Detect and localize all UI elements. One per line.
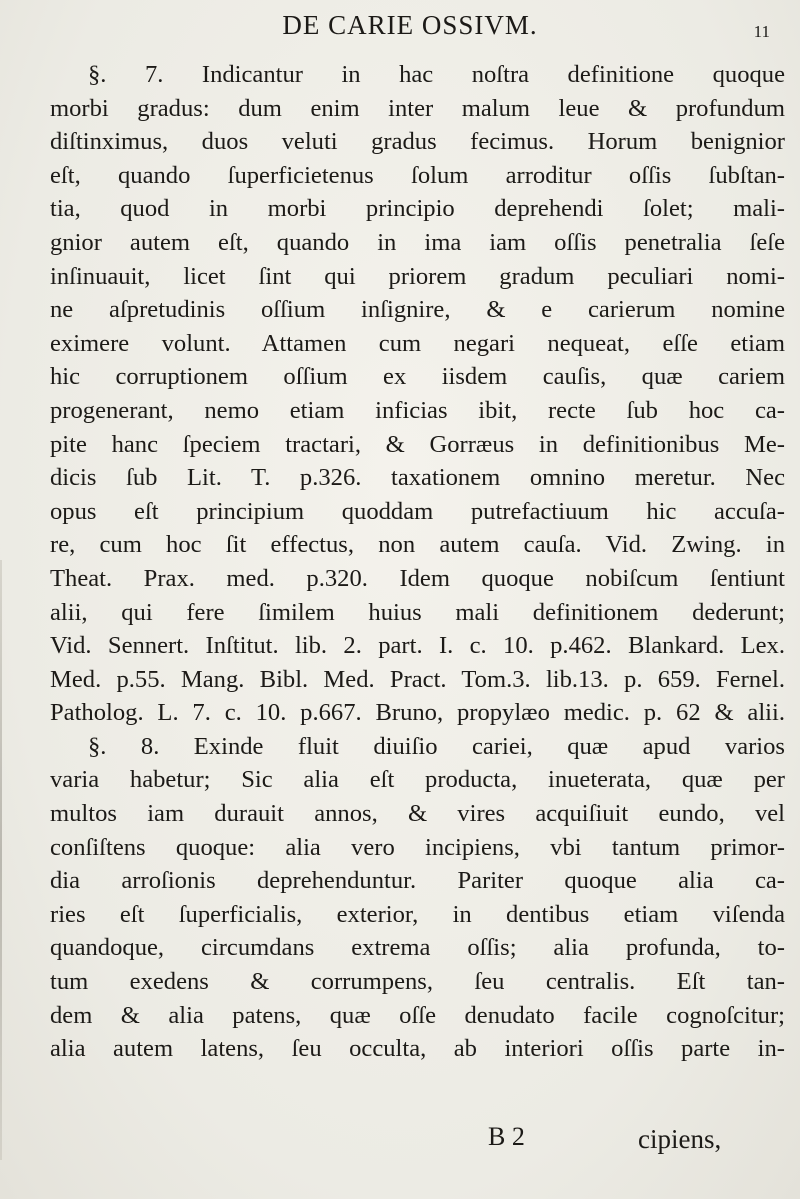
text-line: dem & alia patens, quæ oſſe denudato facile cognoſcitur; [50,1001,785,1029]
text-line: dia arroſionis deprehenduntur. Pariter quoque alia ca- [50,867,785,895]
running-head: DE CARIE OSSIVM. [282,10,538,40]
text-line: re, cum hoc ſit effectus, non autem cauſa. Vid. Zwing. in [50,531,785,559]
text-line: varia habetur; Sic alia eſt producta, inueterata, quæ per [50,766,785,794]
page-number: 11 [753,22,770,41]
text-line: inſinuauit, licet ſint qui priorem gradum peculiari nomi- [50,262,785,290]
text-line: ries eſt ſuperficialis, exterior, in dentibus etiam viſenda [50,900,785,928]
text-line: quandoque, circumdans extrema oſſis; alia profunda, to- [50,934,785,962]
text-line: Med. p.55. Mang. Bibl. Med. Pract. Tom.3. lib.13. p. 659. Fernel. [50,665,785,693]
signature-mark: B 2 [488,1122,525,1151]
text-line: tum exedens & corrumpens, ſeu centralis. Eſt tan- [50,968,785,996]
text-line: §. 7. Indicantur in hac noſtra definitione quoque [88,61,785,88]
text-line: Vid. Sennert. Inſtitut. lib. 2. part. I. c. 10. p.462. Blankard. Lex. [50,632,785,660]
body-text [50,58,785,1066]
text-line: hic corruptionem oſſium ex iisdem cauſis, quæ cariem [50,363,785,391]
text-line: diſtinximus, duos veluti gradus fecimus. Horum benignior [50,128,785,156]
text-line: Theat. Prax. med. p.320. Idem quoque nobiſcum ſentiunt [50,564,785,592]
text-line: alia autem latens, ſeu occulta, ab interiori oſſis parte in- [50,1035,785,1063]
text-line: ne aſpretudinis oſſium inſignire, & e carierum nomine [50,296,785,324]
text-line: eximere volunt. Attamen cum negari nequeat, eſſe etiam [50,329,785,357]
text-line: dicis ſub Lit. T. p.326. taxationem omnino meretur. Nec [50,464,785,492]
text-line: pite hanc ſpeciem tractari, & Gorræus in definitionibus Me- [50,430,785,458]
text-line: multos iam durauit annos, & vires acquiſiuit eundo, vel [50,800,785,828]
text-line: alii, qui fere ſimilem huius mali definitionem dederunt; [50,598,785,626]
catchword: cipiens, [638,1124,722,1154]
text-line: §. 8. Exinde fluit diuiſio cariei, quæ apud varios [88,732,785,760]
text-line: gnior autem eſt, quando in ima iam oſſis penetralia ſeſe [50,228,785,256]
text-line: conſiſtens quoque: alia vero incipiens, vbi tantum primor- [50,833,785,861]
text-line: eſt, quando ſuperficietenus ſolum arroditur oſſis ſubſtan- [50,161,785,189]
page-header [0,8,800,48]
text-line: opus eſt principium quoddam putrefactiuum hic accuſa- [50,497,785,525]
page-edge-shadow [0,560,2,1160]
text-line: Patholog. L. 7. c. 10. p.667. Bruno, propylæo medic. p. 62 & alii. [50,699,785,727]
text-line: progenerant, nemo etiam inficias ibit, recte ſub hoc ca- [50,396,785,424]
text-line: morbi gradus: dum enim inter malum leue & profundum [50,94,785,122]
text-line: tia, quod in morbi principio deprehendi ſolet; mali- [50,195,785,223]
